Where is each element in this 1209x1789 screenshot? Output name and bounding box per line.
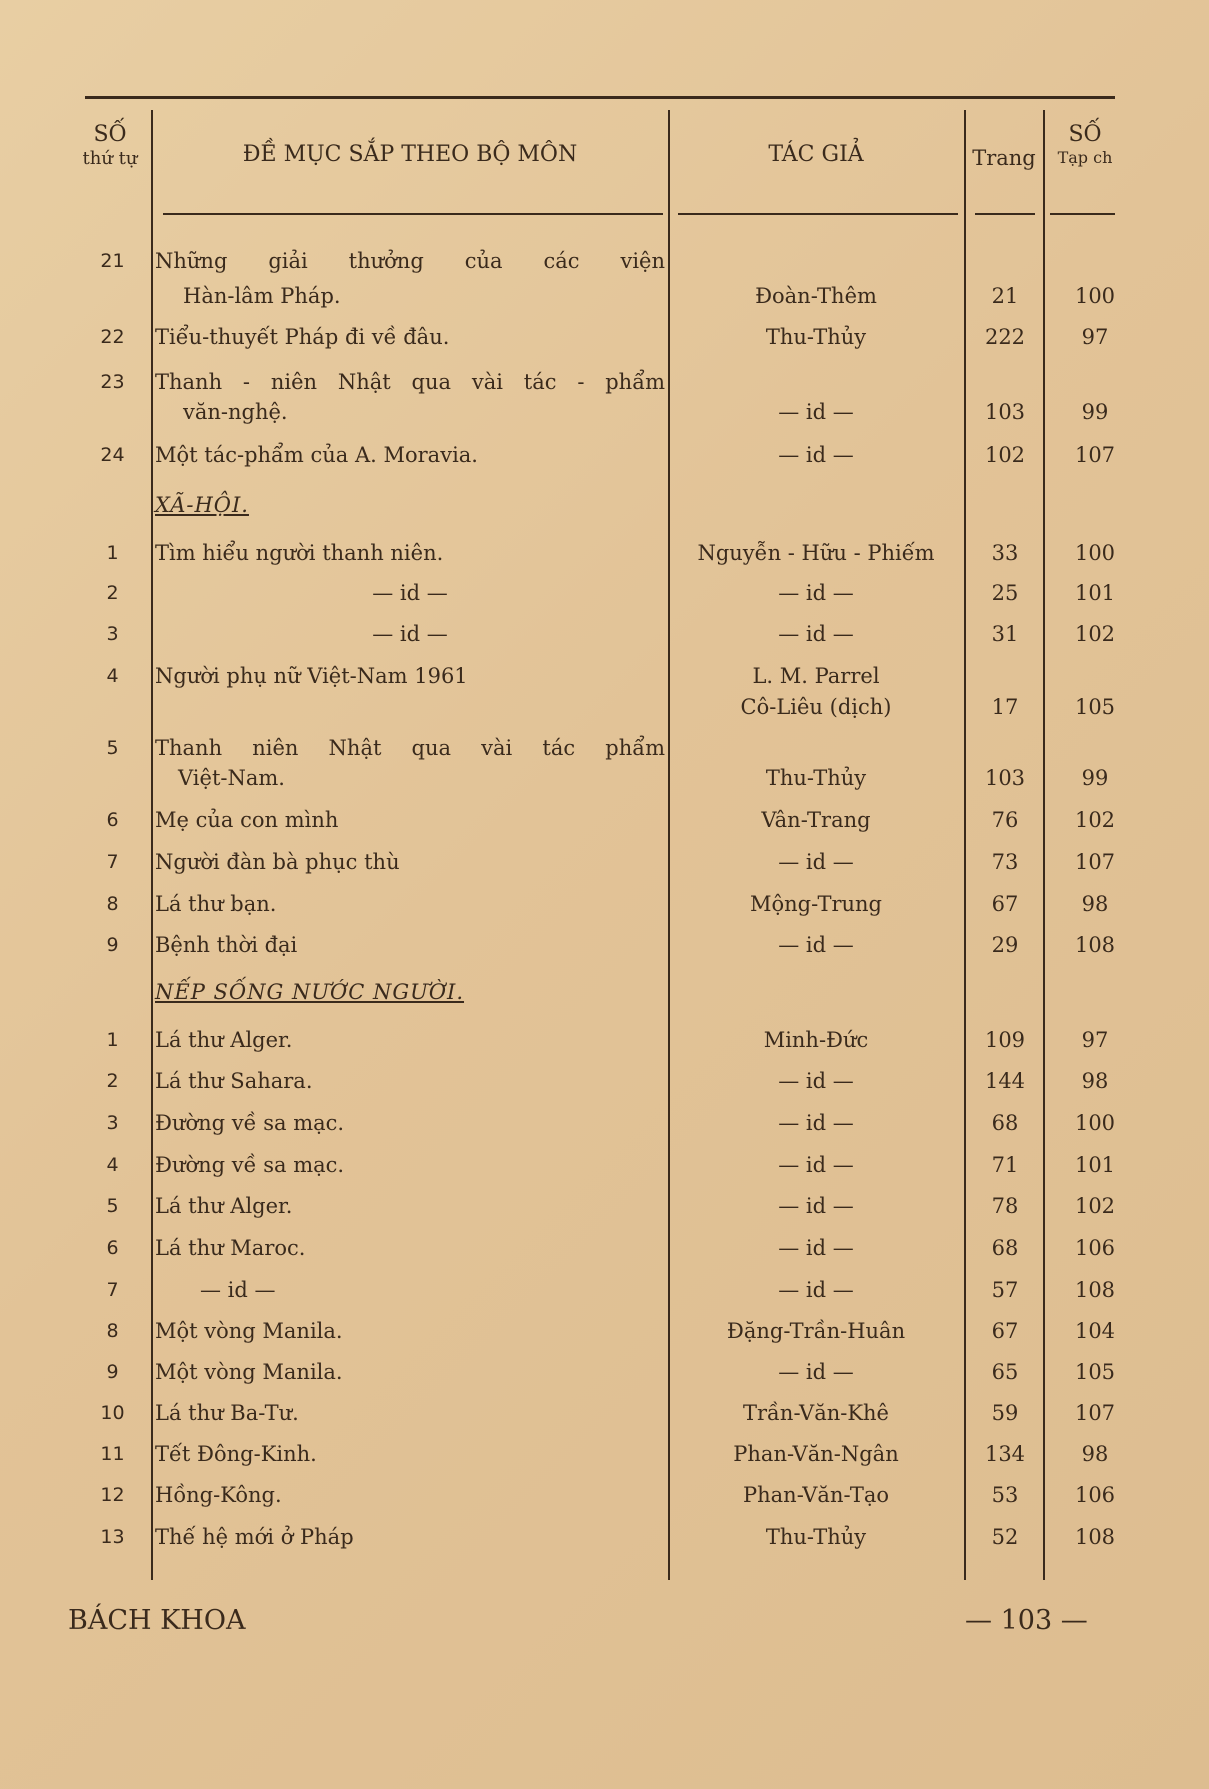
row-issue: 98: [1081, 1442, 1109, 1466]
row-number: 4: [106, 665, 119, 687]
row-number: 8: [106, 1320, 119, 1342]
row-page: 25: [991, 581, 1019, 605]
row-issue: 108: [1074, 1278, 1116, 1302]
row-issue: 98: [1081, 892, 1109, 916]
row-issue: 104: [1074, 1319, 1116, 1343]
row-page: 21: [991, 284, 1019, 308]
row-title: Mẹ của con mình: [155, 808, 339, 832]
row-author: Đặng-Trần-Huân: [726, 1319, 906, 1343]
row-author: Đoàn-Thêm: [755, 284, 877, 308]
row-page: 59: [991, 1401, 1019, 1425]
row-title: — id —: [372, 622, 448, 646]
row-number: 3: [106, 623, 119, 645]
row-title: Lá thư Sahara.: [155, 1069, 313, 1093]
row-number: 6: [106, 1237, 119, 1259]
section-title: NẾP SỐNG NƯỚC NGƯỜI.: [155, 980, 465, 1004]
row-issue: 105: [1074, 695, 1116, 719]
top-rule: [85, 96, 1115, 99]
row-number: 7: [106, 851, 119, 873]
row-page: 78: [991, 1194, 1019, 1218]
row-author: Minh-Đức: [763, 1028, 869, 1052]
row-page: 134: [984, 1442, 1026, 1466]
row-author: — id —: [778, 622, 854, 646]
row-issue: 98: [1081, 1069, 1109, 1093]
row-page: 29: [991, 933, 1019, 957]
header-title: ĐỀ MỤC SẮP THEO BỘ MÔN: [242, 142, 578, 167]
row-title: Người đàn bà phục thù: [155, 850, 400, 874]
row-number: 2: [106, 1070, 119, 1092]
row-author: Phan-Văn-Ngân: [733, 1442, 899, 1466]
row-number: 23: [100, 371, 125, 393]
row-issue: 100: [1074, 541, 1116, 565]
row-title: Thanh - niên Nhật qua vài tác - phẩm: [155, 370, 665, 394]
section-title: XÃ-HỘI.: [155, 493, 249, 517]
row-page: 109: [984, 1028, 1026, 1052]
row-title: Một vòng Manila.: [155, 1319, 343, 1343]
row-title: Đường về sa mạc.: [155, 1111, 345, 1135]
row-number: 3: [106, 1112, 119, 1134]
row-page: 65: [991, 1360, 1019, 1384]
row-title-cont: văn-nghệ.: [183, 400, 288, 424]
row-number: 9: [106, 1361, 119, 1383]
row-number: 4: [106, 1154, 119, 1176]
row-title: Lá thư Ba-Tư.: [155, 1401, 299, 1425]
row-title: Lá thư Maroc.: [155, 1236, 306, 1260]
row-number: 1: [106, 542, 119, 564]
row-author: — id —: [778, 1153, 854, 1177]
row-author: — id —: [778, 581, 854, 605]
row-author: — id —: [778, 1278, 854, 1302]
row-issue: 108: [1074, 933, 1116, 957]
header-issue-top: SỐ: [1068, 122, 1102, 147]
row-title: Những giải thưởng của các viện: [155, 249, 665, 273]
row-page: 102: [984, 443, 1026, 467]
row-issue: 97: [1081, 325, 1109, 349]
row-issue: 101: [1074, 581, 1116, 605]
row-page: 222: [984, 325, 1026, 349]
row-issue: 97: [1081, 1028, 1109, 1052]
header-issue-bottom: Tạp ch: [1057, 148, 1113, 168]
row-issue: 105: [1074, 1360, 1116, 1384]
row-page: 71: [991, 1153, 1019, 1177]
row-page: 103: [984, 400, 1026, 424]
row-number: 24: [100, 444, 125, 466]
row-title: Hồng-Kông.: [155, 1483, 282, 1507]
header-author: TÁC GIẢ: [768, 142, 864, 167]
row-issue: 99: [1081, 766, 1109, 790]
header-no-top: SỐ: [93, 122, 127, 147]
row-author: Mộng-Trung: [750, 892, 882, 916]
row-issue: 106: [1074, 1483, 1116, 1507]
row-author: Vân-Trang: [761, 808, 871, 832]
row-title: Đường về sa mạc.: [155, 1153, 345, 1177]
row-issue: 100: [1074, 1111, 1116, 1135]
row-author: — id —: [778, 1111, 854, 1135]
row-number: 1: [106, 1029, 119, 1051]
row-number: 11: [100, 1443, 125, 1465]
row-issue: 107: [1074, 850, 1116, 874]
row-title: Tết Đông-Kinh.: [155, 1442, 317, 1466]
header-no-bottom: thứ tự: [82, 148, 138, 170]
row-author: — id —: [778, 1069, 854, 1093]
row-author: L. M. Parrel: [752, 664, 880, 688]
row-page: 67: [991, 892, 1019, 916]
row-page: 68: [991, 1236, 1019, 1260]
page-number: — 103 —: [965, 1605, 1088, 1636]
header-rule: [975, 213, 1035, 215]
row-page: 144: [984, 1069, 1026, 1093]
row-page: 33: [991, 541, 1019, 565]
row-author: Trần-Văn-Khê: [743, 1401, 889, 1425]
row-number: 22: [100, 326, 125, 348]
row-issue: 102: [1074, 622, 1116, 646]
row-number: 12: [100, 1484, 125, 1506]
row-author: Thu-Thủy: [765, 325, 867, 349]
row-page: 68: [991, 1111, 1019, 1135]
row-number: 5: [106, 1195, 119, 1217]
row-page: 76: [991, 808, 1019, 832]
row-issue: 107: [1074, 1401, 1116, 1425]
header-no: [70, 122, 150, 170]
row-title: Thế hệ mới ở Pháp: [155, 1525, 354, 1549]
row-title: Lá thư Alger.: [155, 1028, 293, 1052]
row-issue: 100: [1074, 284, 1116, 308]
row-title: Một tác-phẩm của A. Moravia.: [155, 443, 478, 467]
row-title: Lá thư Alger.: [155, 1194, 293, 1218]
row-author: Thu-Thủy: [765, 1525, 867, 1549]
row-title: — id —: [372, 581, 448, 605]
row-number: 13: [100, 1526, 125, 1548]
row-number: 8: [106, 893, 119, 915]
row-number: 5: [106, 737, 119, 759]
row-issue: 101: [1074, 1153, 1116, 1177]
row-author: — id —: [778, 1360, 854, 1384]
row-issue: 102: [1074, 1194, 1116, 1218]
row-number: 21: [100, 250, 125, 272]
row-author: Cô-Liêu (dịch): [740, 695, 892, 719]
row-issue: 102: [1074, 808, 1116, 832]
row-author: — id —: [778, 400, 854, 424]
header-rule: [163, 213, 663, 215]
row-page: 17: [991, 695, 1019, 719]
row-author: — id —: [778, 933, 854, 957]
row-title: Thanh niên Nhật qua vài tác phẩm: [155, 736, 665, 760]
header-issue: [1045, 122, 1125, 168]
row-title: Tìm hiểu người thanh niên.: [155, 541, 444, 565]
row-title: Người phụ nữ Việt-Nam 1961: [155, 664, 468, 688]
row-number: 2: [106, 582, 119, 604]
row-issue: 108: [1074, 1525, 1116, 1549]
row-author: Thu-Thủy: [765, 766, 867, 790]
row-title: Một vòng Manila.: [155, 1360, 343, 1384]
row-page: 73: [991, 850, 1019, 874]
row-number: 10: [100, 1402, 125, 1424]
row-number: 9: [106, 934, 119, 956]
row-page: 103: [984, 766, 1026, 790]
row-author: — id —: [778, 850, 854, 874]
row-issue: 107: [1074, 443, 1116, 467]
row-title-cont: Việt-Nam.: [178, 766, 285, 790]
header-rule: [678, 213, 958, 215]
row-page: 57: [991, 1278, 1019, 1302]
row-page: 67: [991, 1319, 1019, 1343]
row-issue: 99: [1081, 400, 1109, 424]
header-page: Trang: [972, 146, 1036, 170]
row-page: 52: [991, 1525, 1019, 1549]
row-number: 7: [106, 1279, 119, 1301]
row-title: Lá thư bạn.: [155, 892, 277, 916]
row-author: — id —: [778, 443, 854, 467]
row-author: — id —: [778, 1236, 854, 1260]
magazine-name: BÁCH KHOA: [68, 1605, 246, 1636]
header-rule: [1050, 213, 1115, 215]
row-title: Tiểu-thuyết Pháp đi về đâu.: [155, 325, 450, 349]
row-author: Phan-Văn-Tạo: [743, 1483, 889, 1507]
row-page: 53: [991, 1483, 1019, 1507]
row-page: 31: [991, 622, 1019, 646]
row-title: — id —: [200, 1278, 276, 1302]
row-number: 6: [106, 809, 119, 831]
row-title-cont: Hàn-lâm Pháp.: [183, 284, 341, 308]
row-title: Bệnh thời đại: [155, 933, 298, 957]
row-issue: 106: [1074, 1236, 1116, 1260]
row-author: — id —: [778, 1194, 854, 1218]
row-author: Nguyễn - Hữu - Phiếm: [697, 541, 935, 565]
